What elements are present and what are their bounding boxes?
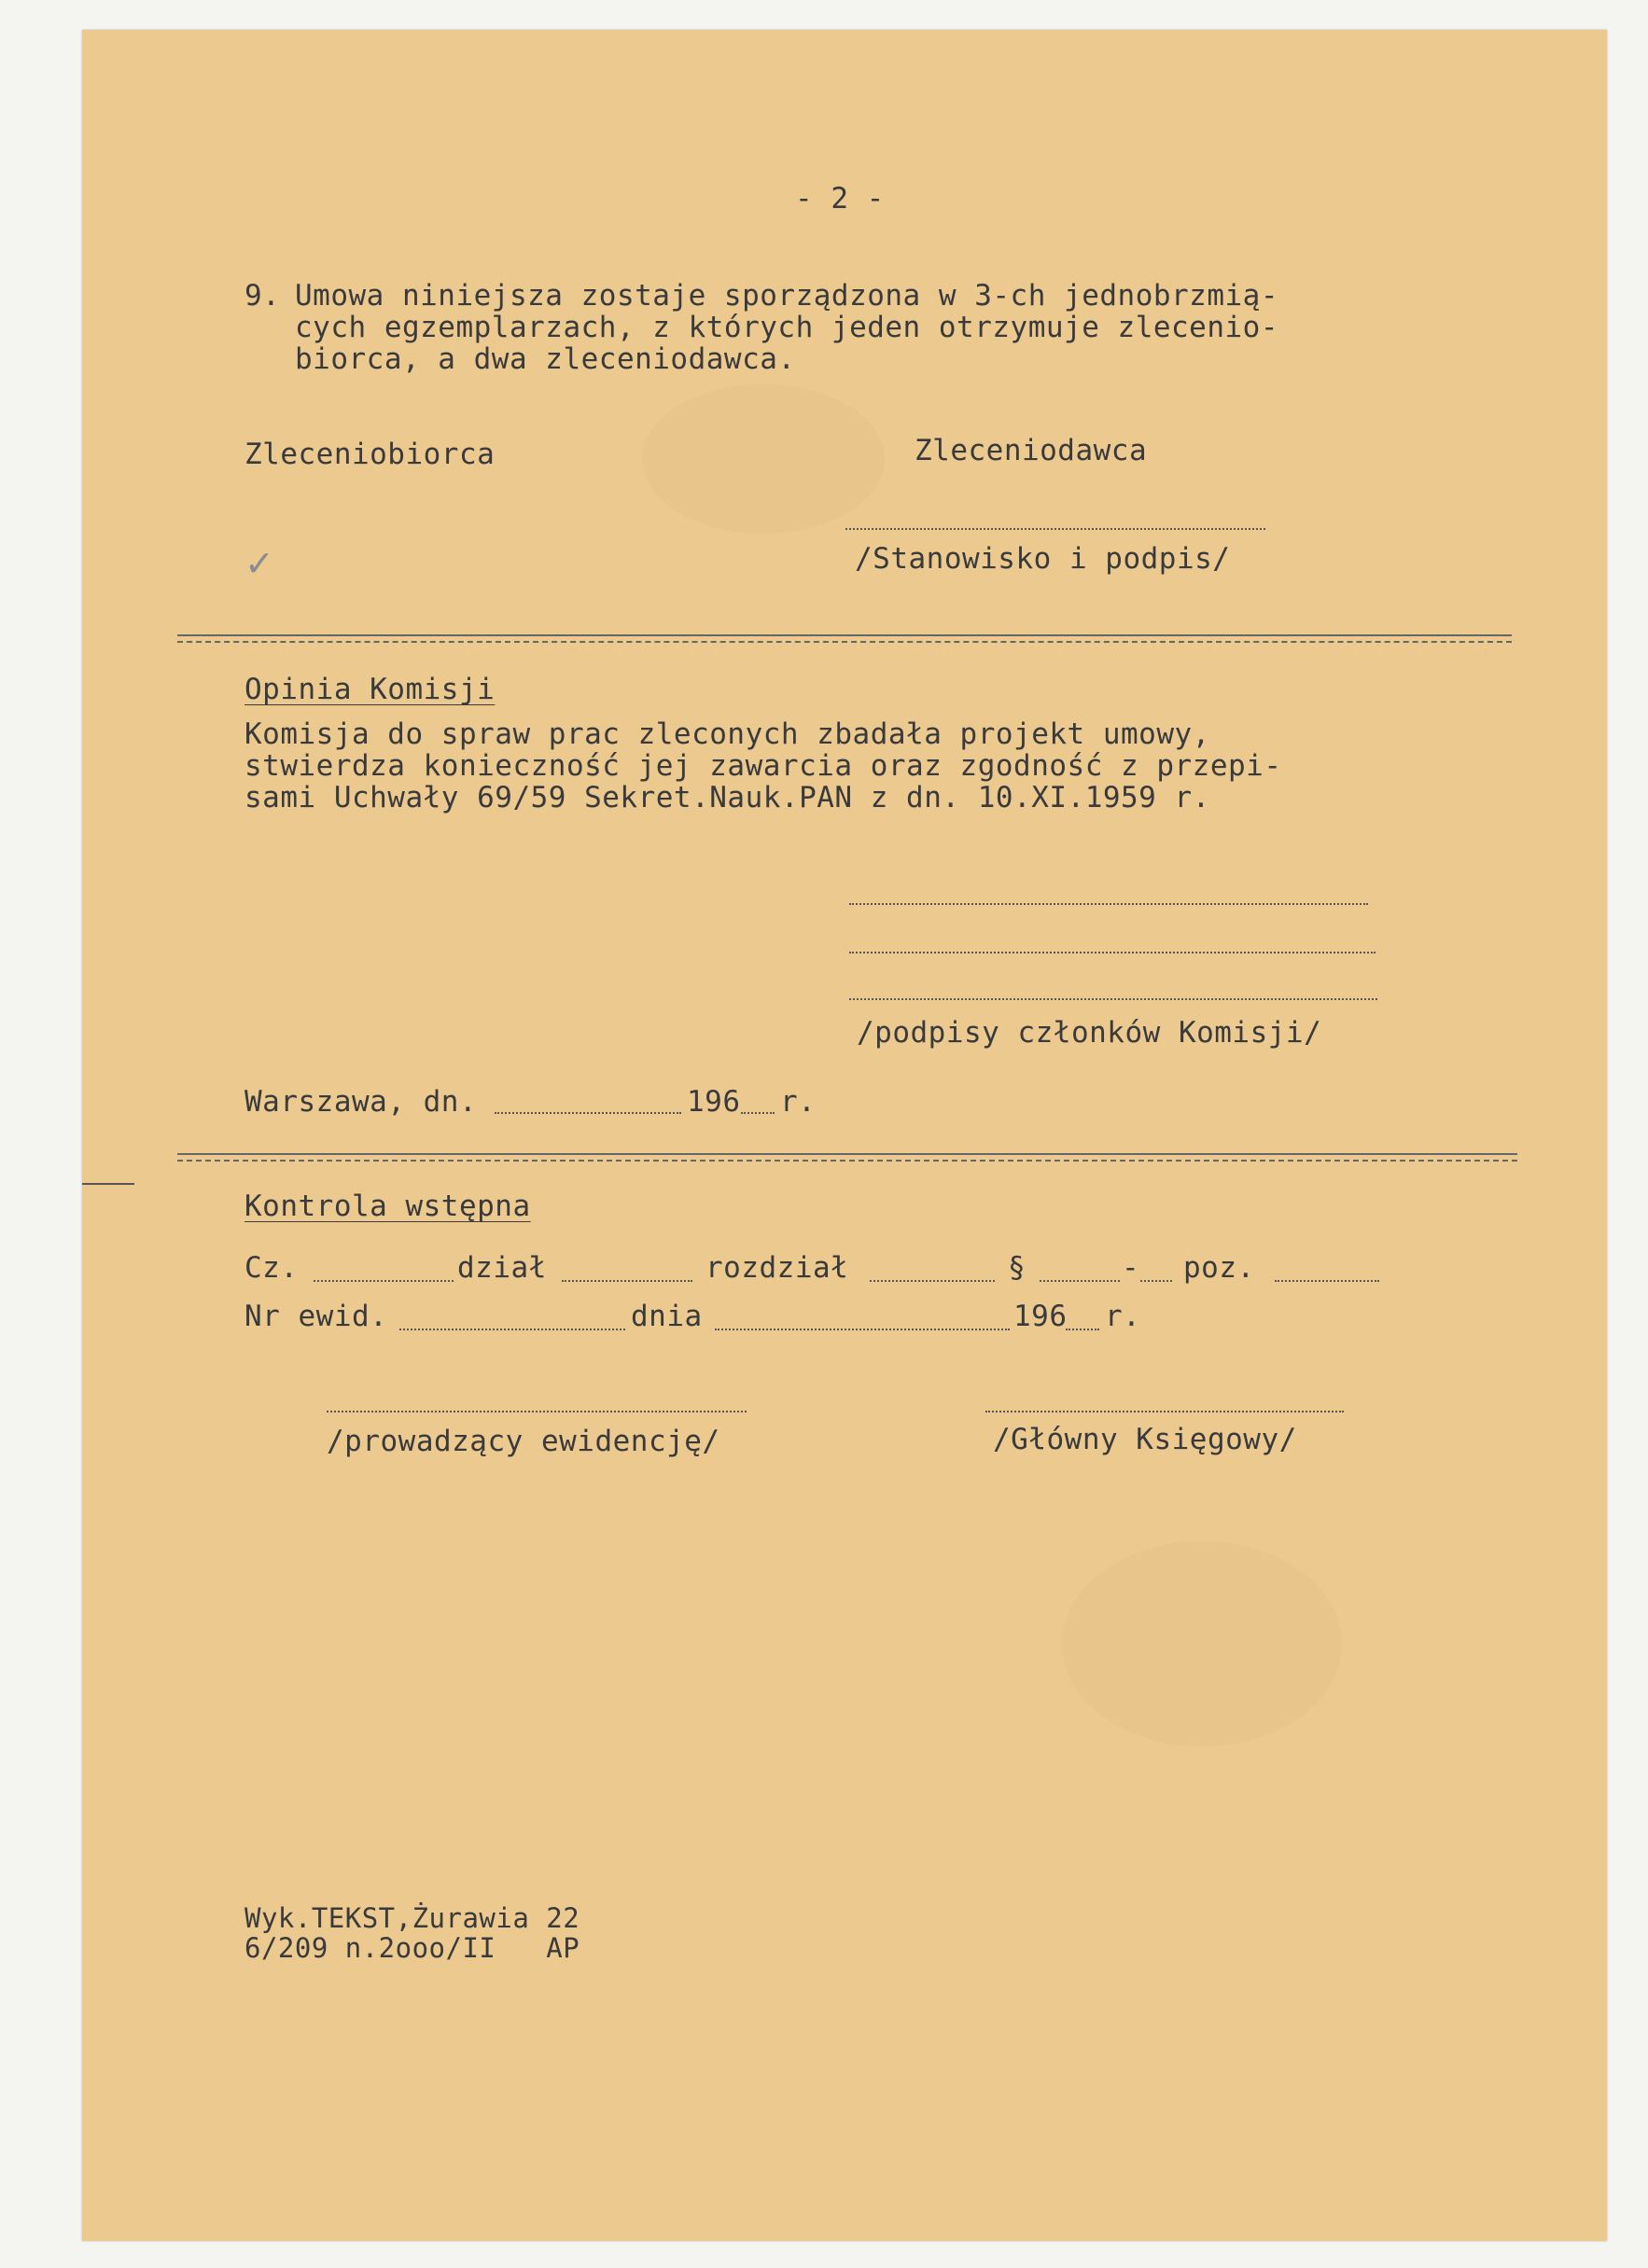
client-label: Zleceniodawca [915,434,1148,467]
position-signature-caption: /Stanowisko i podpis/ [855,542,1231,576]
dnia-line [715,1329,1010,1330]
member-signature-line-3 [849,998,1377,1000]
nr-ewid-label: Nr ewid. [244,1300,388,1333]
opinion-line-3: sami Uchwały 69/59 Sekret.Nauk.PAN z dn. 10.XI.1959 r. [244,781,1210,814]
paper-stain [1062,1541,1342,1746]
signature-line [845,528,1265,530]
date-year-line [741,1112,775,1114]
check-mark: ✓ [244,543,274,584]
rozdzial-line [870,1280,995,1282]
opinion-line-1: Komisja do spraw prac zleconych zbadała projekt umowy, [244,717,1210,751]
member-signature-line-1 [849,903,1368,905]
printer-imprint-line-2: 6/209 n.2ooo/II AP [244,1932,580,1964]
cz-line [314,1280,454,1282]
punch-mark [82,1183,134,1185]
accountant-signature-line [985,1411,1344,1412]
section-divider [177,634,1512,643]
dzial-line [562,1280,692,1282]
records-signature-line [327,1411,747,1412]
cz-label: Cz. [244,1251,299,1285]
rozdzial-label: rozdział [705,1251,849,1285]
point9-line-2: cych egzemplarzach, z których jeden otrzymuje zlecenio- [295,311,1278,344]
date-day-line [495,1112,681,1114]
paragraph-line [1040,1280,1120,1282]
dnia-label: dnia [631,1300,703,1333]
page-number: - 2 - [795,182,885,216]
accountant-caption: /Główny Księgowy/ [993,1423,1297,1456]
contractor-label: Zleceniobiorca [244,438,496,471]
control-year-suffix: r. [1105,1300,1141,1333]
poz-line [1275,1280,1379,1282]
members-caption: /podpisy członków Komisji/ [857,1016,1322,1050]
control-year-line [1066,1329,1099,1330]
paragraph-label: § [1008,1251,1027,1285]
date-prefix: Warszawa, dn. [244,1085,478,1119]
paper-stain [642,384,885,534]
point-number: 9. [244,279,281,313]
dash-line [1140,1280,1172,1282]
opinion-line-2: stwierdza konieczność jej zawarcia oraz zgodność z przepi- [244,749,1282,783]
nr-ewid-line [399,1329,625,1330]
poz-label: poz. [1183,1251,1255,1285]
paragraph-dash: - [1122,1251,1140,1285]
date-suffix: r. [780,1085,817,1119]
dzial-label: dział [457,1251,547,1285]
records-caption: /prowadzący ewidencję/ [327,1425,720,1458]
control-year: 196 [1013,1300,1068,1333]
point9-line-3: biorca, a dwa zleceniodawca. [295,342,796,376]
section-divider [177,1153,1517,1162]
date-year: 196 [687,1085,741,1119]
control-heading: Kontrola wstępna [244,1190,531,1223]
point9-line-1: Umowa niniejsza zostaje sporządzona w 3-ch jednobrzmią- [295,279,1278,313]
opinion-heading: Opinia Komisji [244,673,496,706]
printer-imprint-line-1: Wyk.TEKST,Żurawia 22 [244,1902,580,1934]
member-signature-line-2 [849,952,1376,953]
